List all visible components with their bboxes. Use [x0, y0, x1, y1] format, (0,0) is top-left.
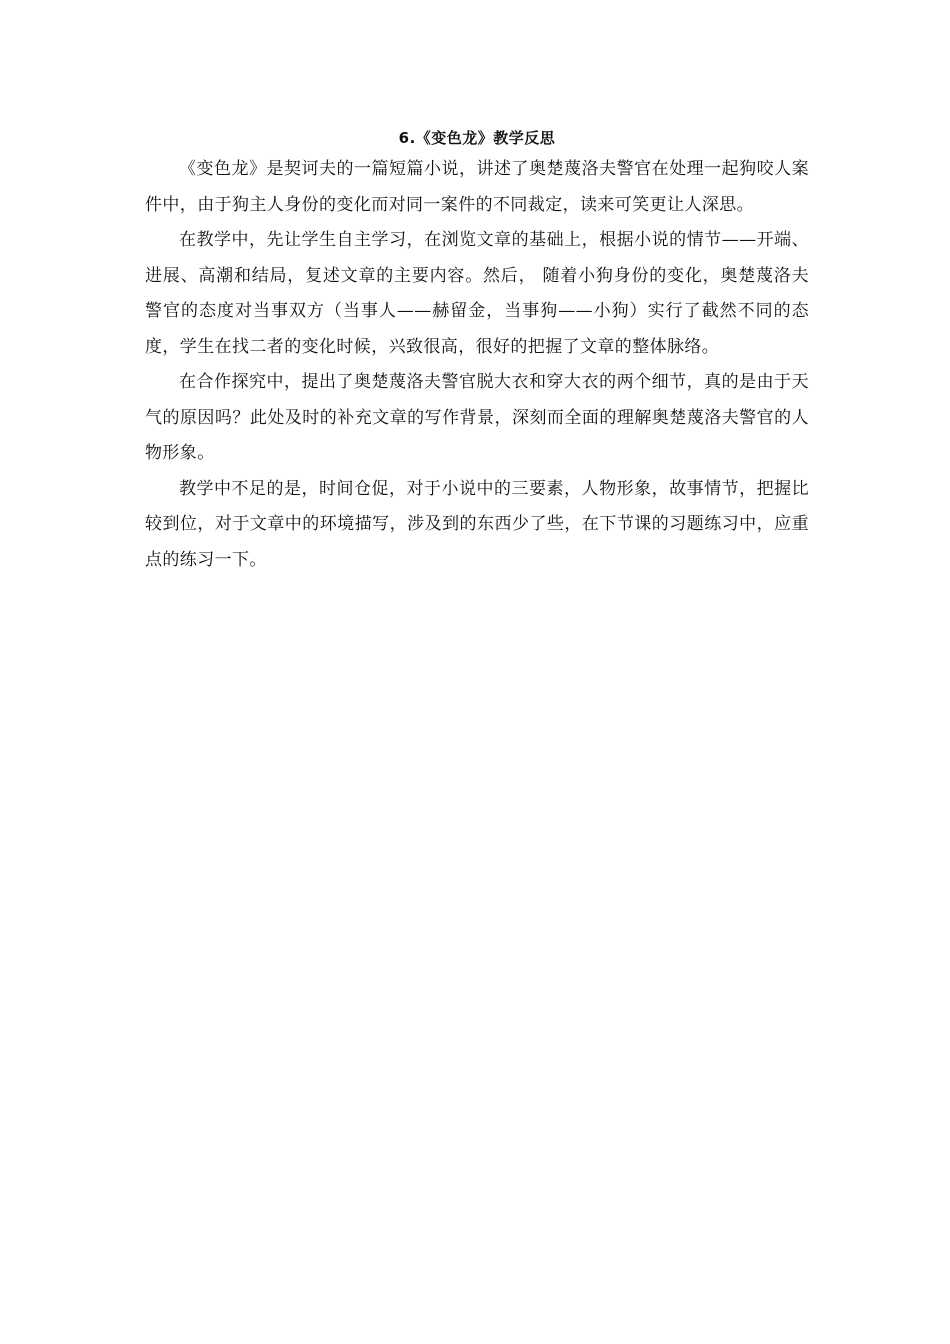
paragraph-shortcomings: 教学中不足的是，时间仓促，对于小说中的三要素，人物形象，故事情节，把握比较到位，对于文章中的环境描写，涉及到的东西少了些，在下节课的习题练习中，应重点的练习一下。	[145, 478, 809, 570]
paragraph-cooperative-inquiry: 在合作探究中，提出了奥楚蔑洛夫警官脱大衣和穿大衣的两个细节，真的是由于天气的原因吗？此处及时的补充文章的写作背景，深刻而全面的理解奥楚蔑洛夫警官的人物形象。	[145, 372, 809, 463]
paragraph-teaching-process: 在教学中，先让学生自主学习，在浏览文章的基础上，根据小说的情节——开端、进展、高潮和结局，复述文章的主要内容。然后， 随着小狗身份的变化，奥楚蔑洛夫警官的态度对当事双方（当事人——赫留金，当事狗——小狗）实行了截然不同的态度，学生在找二者的变化时候，兴致很高，很好的把握了文章的整体脉络。	[145, 230, 809, 357]
document-title: 6.《变色龙》教学反思	[398, 129, 556, 147]
document-body	[145, 124, 809, 578]
paragraph-intro: 《变色龙》是契诃夫的一篇短篇小说，讲述了奥楚蔑洛夫警官在处理一起狗咬人案件中，由于狗主人身份的变化而对同一案件的不同裁定，读来可笑更让人深思。	[145, 159, 809, 215]
